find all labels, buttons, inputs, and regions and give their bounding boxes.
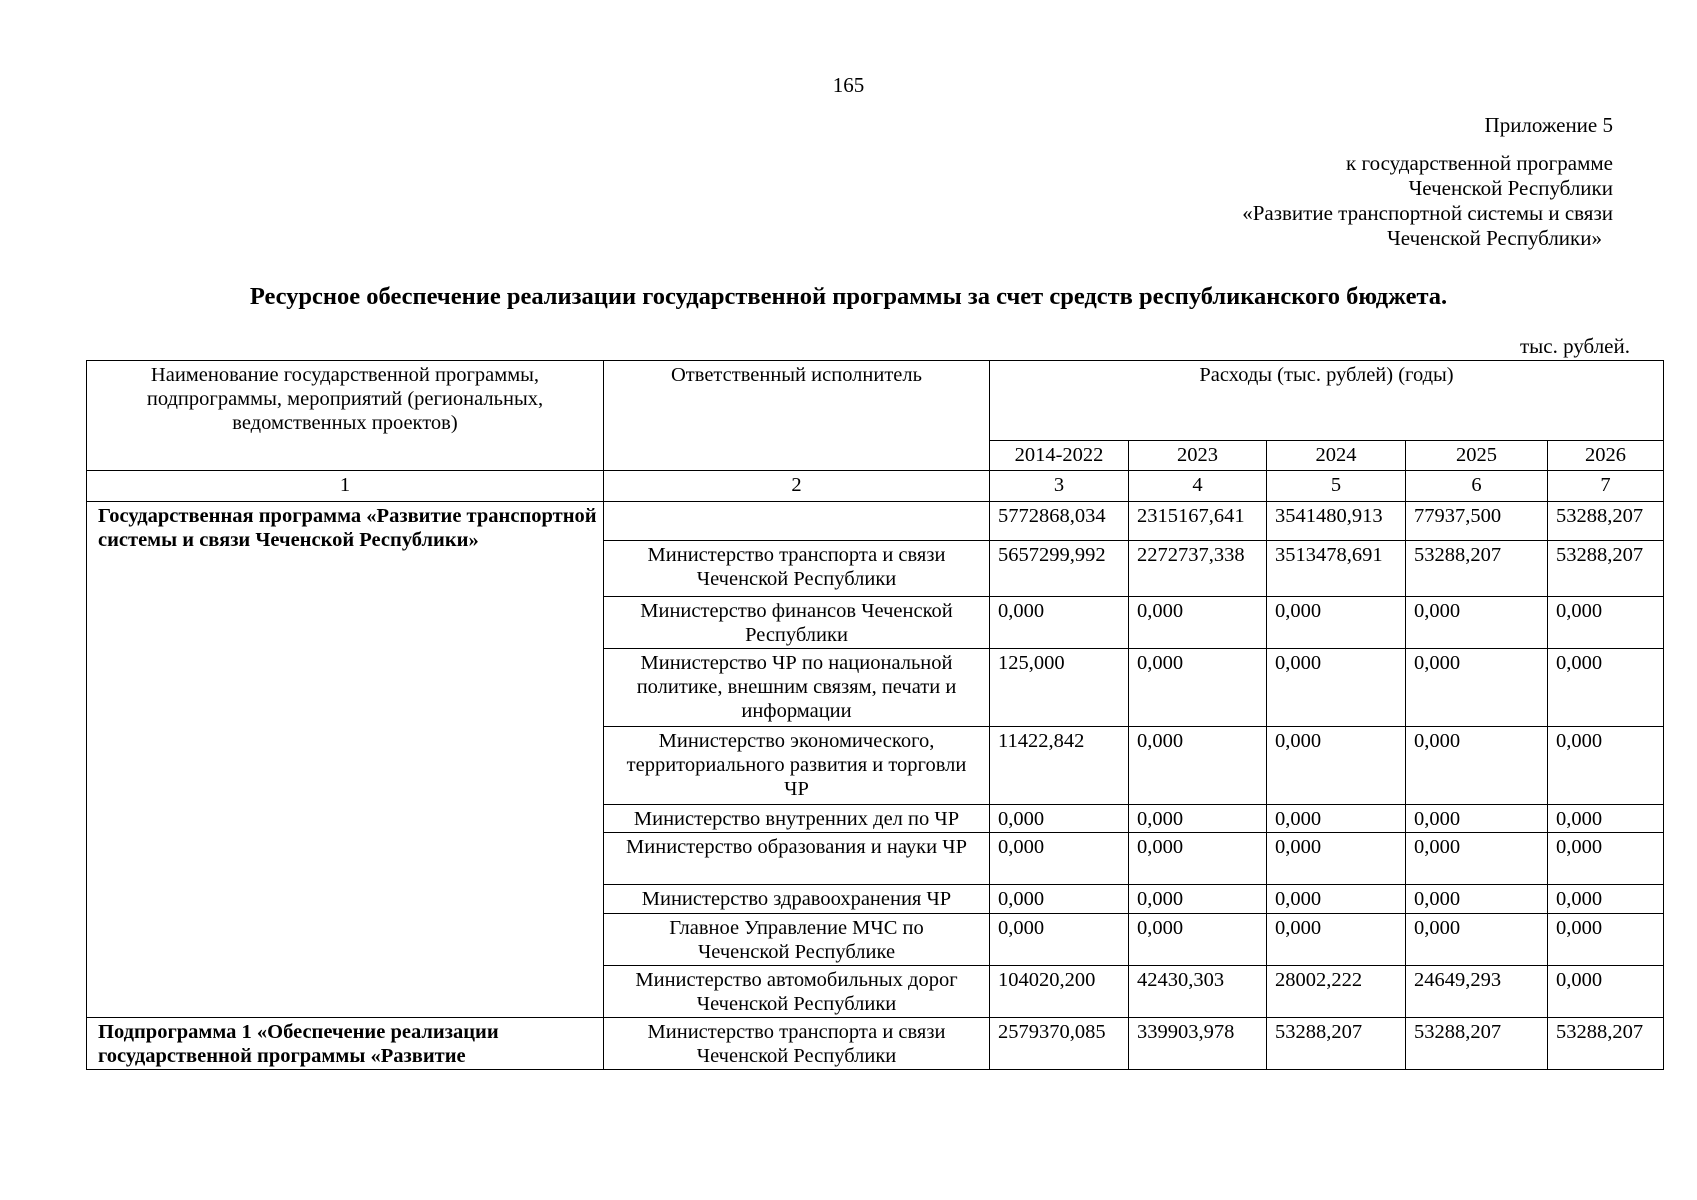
value-cell: 42430,303 xyxy=(1129,966,1267,1018)
header-year: 2026 xyxy=(1548,441,1664,471)
value-cell: 0,000 xyxy=(990,914,1129,966)
appendix-block xyxy=(1242,113,1613,251)
document-title: Ресурсное обеспечение реализации государственной программы за счет средств республиканского бюджета. xyxy=(249,283,1448,310)
budget-table xyxy=(86,360,1664,1070)
executor-cell: Министерство внутренних дел по ЧР xyxy=(604,805,990,833)
executor-cell: Министерство здравоохранения ЧР xyxy=(604,885,990,914)
executor-cell xyxy=(604,502,990,541)
executor-cell: Министерство транспорта и связи Чеченской Республики xyxy=(604,1018,990,1070)
program-name: Государственная программа «Развитие транспортной системы и связи Чеченской Республики» xyxy=(87,502,604,1018)
value-cell: 0,000 xyxy=(1406,727,1548,805)
value-cell: 0,000 xyxy=(1406,885,1548,914)
value-cell: 24649,293 xyxy=(1406,966,1548,1018)
appendix-line: «Развитие транспортной системы и связи xyxy=(1242,201,1613,225)
value-cell: 0,000 xyxy=(1548,805,1664,833)
value-cell: 77937,500 xyxy=(1406,502,1548,541)
value-cell: 0,000 xyxy=(1267,649,1406,727)
value-cell: 0,000 xyxy=(1267,833,1406,885)
header-year: 2024 xyxy=(1267,441,1406,471)
value-cell: 0,000 xyxy=(1129,914,1267,966)
header-expenses: Расходы (тыс. рублей) (годы) xyxy=(990,361,1664,441)
value-cell: 0,000 xyxy=(1129,805,1267,833)
value-cell: 0,000 xyxy=(990,833,1129,885)
value-cell: 53288,207 xyxy=(1267,1018,1406,1070)
value-cell: 0,000 xyxy=(1406,805,1548,833)
value-cell: 0,000 xyxy=(1548,727,1664,805)
value-cell: 5772868,034 xyxy=(990,502,1129,541)
executor-cell: Министерство транспорта и связи Чеченской Республики xyxy=(604,541,990,597)
value-cell: 53288,207 xyxy=(1548,541,1664,597)
value-cell: 53288,207 xyxy=(1548,1018,1664,1070)
value-cell: 0,000 xyxy=(1129,885,1267,914)
column-number-row xyxy=(87,471,1664,502)
value-cell: 125,000 xyxy=(990,649,1129,727)
value-cell: 0,000 xyxy=(1548,914,1664,966)
value-cell: 5657299,992 xyxy=(990,541,1129,597)
value-cell: 53288,207 xyxy=(1548,502,1664,541)
value-cell: 104020,200 xyxy=(990,966,1129,1018)
column-number: 4 xyxy=(1129,471,1267,502)
value-cell: 0,000 xyxy=(1267,885,1406,914)
value-cell: 0,000 xyxy=(990,885,1129,914)
executor-cell: Министерство автомобильных дорог Чеченской Республики xyxy=(604,966,990,1018)
units-label: тыс. рублей. xyxy=(1519,334,1630,358)
value-cell: 0,000 xyxy=(1406,914,1548,966)
header-year: 2025 xyxy=(1406,441,1548,471)
value-cell: 0,000 xyxy=(1267,727,1406,805)
value-cell: 0,000 xyxy=(990,805,1129,833)
column-number: 1 xyxy=(87,471,604,502)
value-cell: 0,000 xyxy=(1129,597,1267,649)
subprogram-name: Подпрограмма 1 «Обеспечение реализации государственной программы «Развитие xyxy=(87,1018,604,1070)
value-cell: 2579370,085 xyxy=(990,1018,1129,1070)
column-number: 6 xyxy=(1406,471,1548,502)
value-cell: 3541480,913 xyxy=(1267,502,1406,541)
appendix-line: к государственной программе xyxy=(1346,151,1613,175)
column-number: 5 xyxy=(1267,471,1406,502)
executor-cell: Министерство ЧР по национальной политике, внешним связям, печати и информации xyxy=(604,649,990,727)
value-cell: 339903,978 xyxy=(1129,1018,1267,1070)
header-name: Наименование государственной программы, подпрограммы, мероприятий (региональных, ведомственных проектов) xyxy=(87,361,604,471)
page-number: 165 xyxy=(832,73,865,97)
value-cell: 0,000 xyxy=(1548,649,1664,727)
header-year: 2023 xyxy=(1129,441,1267,471)
header-year: 2014-2022 xyxy=(990,441,1129,471)
value-cell: 0,000 xyxy=(1129,727,1267,805)
appendix-line: Чеченской Республики xyxy=(1408,176,1613,200)
value-cell: 0,000 xyxy=(1548,966,1664,1018)
value-cell: 53288,207 xyxy=(1406,541,1548,597)
executor-cell: Главное Управление МЧС по Чеченской Республике xyxy=(604,914,990,966)
value-cell: 53288,207 xyxy=(1406,1018,1548,1070)
value-cell: 11422,842 xyxy=(990,727,1129,805)
value-cell: 0,000 xyxy=(1129,649,1267,727)
appendix-line: Чеченской Республики» xyxy=(1387,226,1602,250)
executor-cell: Министерство образования и науки ЧР xyxy=(604,833,990,885)
column-number: 3 xyxy=(990,471,1129,502)
value-cell: 0,000 xyxy=(990,597,1129,649)
value-cell: 0,000 xyxy=(1548,597,1664,649)
column-number: 2 xyxy=(604,471,990,502)
value-cell: 0,000 xyxy=(1267,805,1406,833)
value-cell: 0,000 xyxy=(1406,597,1548,649)
value-cell: 0,000 xyxy=(1406,833,1548,885)
value-cell: 0,000 xyxy=(1548,885,1664,914)
value-cell: 3513478,691 xyxy=(1267,541,1406,597)
value-cell: 0,000 xyxy=(1548,833,1664,885)
column-number: 7 xyxy=(1548,471,1664,502)
value-cell: 0,000 xyxy=(1129,833,1267,885)
appendix-label: Приложение 5 xyxy=(1484,113,1613,137)
value-cell: 2272737,338 xyxy=(1129,541,1267,597)
value-cell: 0,000 xyxy=(1406,649,1548,727)
executor-cell: Министерство экономического, территориального развития и торговли ЧР xyxy=(604,727,990,805)
value-cell: 0,000 xyxy=(1267,914,1406,966)
value-cell: 2315167,641 xyxy=(1129,502,1267,541)
value-cell: 28002,222 xyxy=(1267,966,1406,1018)
table-row xyxy=(87,1018,1664,1070)
header-row xyxy=(87,361,1664,441)
executor-cell: Министерство финансов Чеченской Республики xyxy=(604,597,990,649)
value-cell: 0,000 xyxy=(1267,597,1406,649)
header-executor: Ответственный исполнитель xyxy=(604,361,990,471)
table-row xyxy=(87,502,1664,541)
